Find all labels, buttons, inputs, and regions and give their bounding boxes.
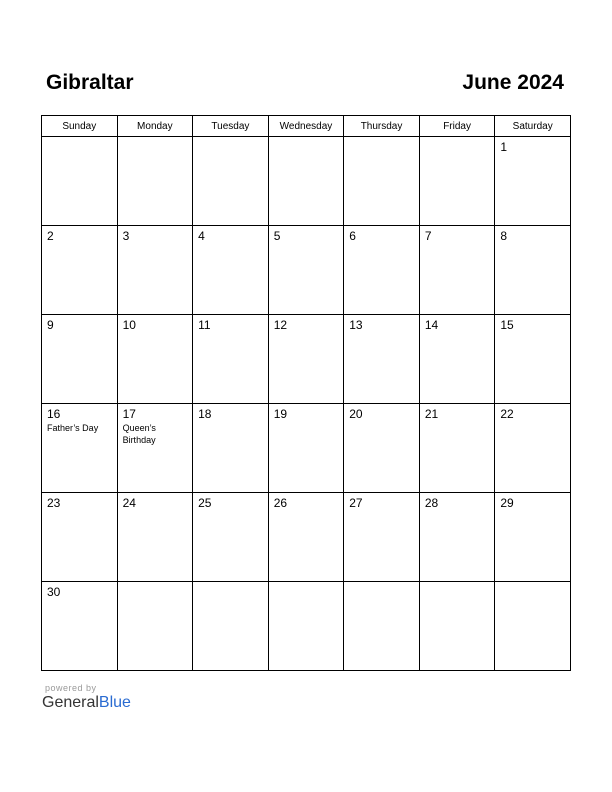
- day-number: 2: [47, 229, 54, 243]
- day-cell: [495, 404, 571, 493]
- day-cell: [495, 315, 571, 404]
- week-row: [42, 404, 571, 493]
- logo-general-text: General: [42, 694, 99, 711]
- day-cell: [193, 404, 269, 493]
- day-number: 1: [500, 140, 508, 154]
- day-cell: [419, 315, 495, 404]
- day-cell: [42, 582, 118, 671]
- week-row: [42, 315, 571, 404]
- empty-day-cell: [419, 582, 495, 671]
- day-number: 13: [349, 318, 363, 332]
- week-row: [42, 137, 571, 226]
- day-cell: [42, 493, 118, 582]
- day-number: 22: [500, 407, 514, 421]
- logo-blue-text: Blue: [98, 694, 131, 711]
- day-number: 23: [47, 496, 61, 510]
- day-number: 3: [122, 229, 130, 243]
- day-cell: [495, 137, 571, 226]
- day-number: 6: [349, 229, 356, 243]
- day-cell: [344, 404, 420, 493]
- weekday-header: Monday: [117, 116, 193, 137]
- day-number: 27: [349, 496, 363, 510]
- holiday-label: Father’s Day: [47, 423, 99, 433]
- weekday-header: Tuesday: [193, 116, 269, 137]
- day-cell: [344, 315, 420, 404]
- day-cell: [344, 226, 420, 315]
- empty-day-cell: [268, 137, 344, 226]
- day-cell: [117, 493, 193, 582]
- day-cell: [117, 226, 193, 315]
- day-cell: [344, 493, 420, 582]
- day-cell: [193, 226, 269, 315]
- day-number: 24: [122, 496, 136, 510]
- day-cell: [117, 315, 193, 404]
- empty-day-cell: [193, 137, 269, 226]
- day-number: 7: [424, 229, 432, 243]
- day-cell: [268, 315, 344, 404]
- day-cell: [419, 226, 495, 315]
- empty-day-cell: [419, 137, 495, 226]
- day-cell: [419, 404, 495, 493]
- day-number: 4: [198, 229, 205, 243]
- day-number: 5: [273, 229, 281, 243]
- empty-day-cell: [344, 137, 420, 226]
- day-number: 9: [47, 318, 54, 332]
- day-cell: [268, 493, 344, 582]
- day-cell: [42, 226, 118, 315]
- holiday-label: Birthday: [122, 435, 156, 445]
- week-row: [42, 226, 571, 315]
- weekday-header: Wednesday: [268, 116, 344, 137]
- weekday-header: Sunday: [42, 116, 118, 137]
- day-cell: [193, 315, 269, 404]
- powered-by-label: powered by: [45, 683, 97, 693]
- day-number: 29: [500, 496, 514, 510]
- day-number: 16: [47, 407, 61, 421]
- day-number: 20: [349, 407, 363, 421]
- day-number: 26: [273, 496, 288, 510]
- holiday-label: Queen’s: [122, 423, 156, 433]
- day-number: 19: [273, 407, 288, 421]
- day-cell: [117, 404, 193, 493]
- day-cell: [42, 404, 118, 493]
- generalblue-logo[interactable]: [42, 694, 131, 712]
- day-number: 28: [424, 496, 439, 510]
- empty-day-cell: [117, 582, 193, 671]
- day-cell: [419, 493, 495, 582]
- empty-day-cell: [117, 137, 193, 226]
- day-number: 11: [198, 318, 211, 332]
- weekday-header-row: [42, 116, 571, 137]
- day-number: 12: [273, 318, 288, 332]
- day-number: 10: [122, 318, 136, 332]
- day-number: 14: [424, 318, 439, 332]
- day-cell: [42, 315, 118, 404]
- empty-day-cell: [268, 582, 344, 671]
- empty-day-cell: [344, 582, 420, 671]
- weekday-header: Friday: [419, 116, 495, 137]
- day-number: 18: [198, 407, 212, 421]
- day-cell: [495, 226, 571, 315]
- day-cell: [495, 493, 571, 582]
- day-number: 15: [500, 318, 514, 332]
- week-row: [42, 582, 571, 671]
- day-number: 30: [47, 585, 61, 599]
- week-row: [42, 493, 571, 582]
- day-number: 8: [500, 229, 508, 243]
- day-cell: [268, 404, 344, 493]
- day-cell: [268, 226, 344, 315]
- month-year-title: June 2024: [462, 71, 564, 94]
- weekday-header: Saturday: [495, 116, 571, 137]
- day-number: 17: [122, 407, 136, 421]
- calendar-grid: [41, 115, 571, 671]
- empty-day-cell: [495, 582, 571, 671]
- day-number: 25: [198, 496, 212, 510]
- weekday-header: Thursday: [344, 116, 420, 137]
- empty-day-cell: [193, 582, 269, 671]
- day-cell: [193, 493, 269, 582]
- day-number: 21: [424, 407, 439, 421]
- empty-day-cell: [42, 137, 118, 226]
- country-title: Gibraltar: [46, 71, 134, 94]
